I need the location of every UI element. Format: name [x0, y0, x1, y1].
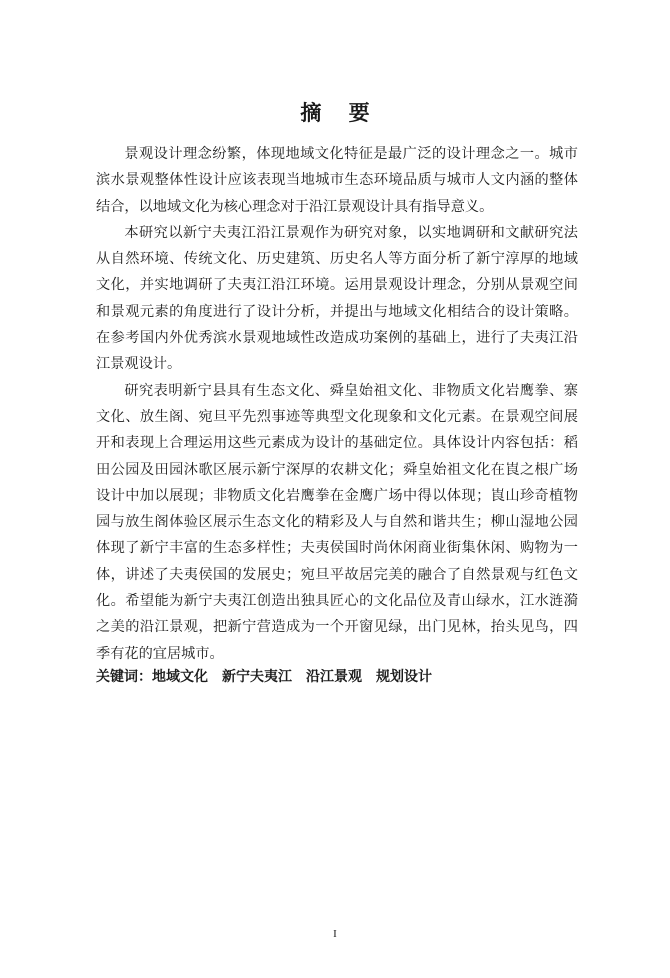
- page-title: 摘 要: [300, 101, 380, 125]
- abstract-paragraph-3: 研究表明新宁县具有生态文化、舜皇始祖文化、非物质文化岩鹰拳、寨文化、放生阁、宛旦平先烈事迹等典型文化现象和文化元素。在景观空间展开和表现上合理运用这些元素成为设计的基础定位。具体设计内容包括：稻田公园及田园沐歌区展示新宁深厚的农耕文化；舜皇始祖文化在崀之根广场设计中加以展现；非物质文化岩鹰拳在金鹰广场中得以体现；崀山珍奇植物园与放生阁体验区展示生态文化的精彩及人与自然和谐共生；柳山湿地公园体现了新宁丰富的生态多样性；夫夷侯国时尚休闲商业街集休闲、购物为一体，讲述了夫夷侯国的发展史；宛旦平故居完美的融合了自然景观与红色文化。希望能为新宁夫夷江创造出独具匠心的文化品位及青山绿水，江水涟漪之美的沿江景观，把新宁营造成为一个开窗见绿，出门见林，抬头见鸟，四季有花的宜居城市。: [96, 382, 578, 662]
- keywords-label: 关键词：: [96, 669, 152, 685]
- abstract-paragraph-1: 景观设计理念纷繁，体现地域文化特征是最广泛的设计理念之一。城市滨水景观整体性设计应该表现当地城市生态环境品质与城市人文内涵的整体结合，以地域文化为核心理念对于沿江景观设计具有指导意义。: [96, 146, 578, 215]
- keyword-item: 地域文化: [152, 669, 208, 685]
- keywords-line: [96, 666, 578, 686]
- keyword-item: 沿江景观: [306, 669, 362, 685]
- abstract-paragraph-2: 本研究以新宁夫夷江沿江景观作为研究对象，以实地调研和文献研究法从自然环境、传统文化、历史建筑、历史名人等方面分析了新宁淳厚的地域文化，并实地调研了夫夷江沿江环境。运用景观设计理念，分别从景观空间和景观元素的角度进行了设计分析，并提出与地域文化相结合的设计策略。在参考国内外优秀滨水景观地域性改造成功案例的基础上，进行了夫夷江沿江景观设计。: [96, 224, 578, 373]
- page-number: I: [333, 928, 337, 940]
- keyword-item: 新宁夫夷江: [222, 669, 292, 685]
- abstract-body: [96, 141, 578, 667]
- keyword-item: 规划设计: [376, 669, 432, 685]
